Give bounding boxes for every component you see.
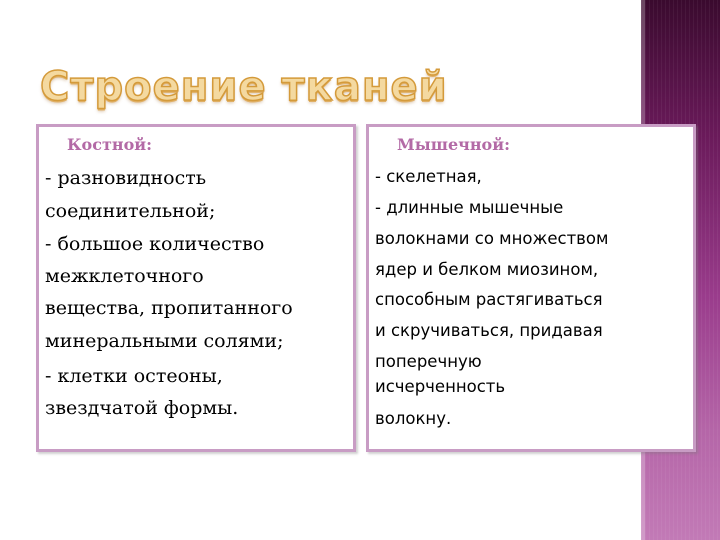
muscle-tissue-box [366,124,696,452]
muscle-line: волокнами со множеством [375,229,609,248]
bone-line: звездчатой формы. [45,397,239,419]
bone-line: минеральными солями; [45,330,284,352]
muscle-line: поперечную [375,352,482,371]
bone-tissue-heading: Костной: [67,135,153,154]
muscle-line: волокну. [375,409,452,428]
bone-line: - разновидность [45,167,207,189]
bone-tissue-box [36,124,356,452]
bone-line: межклеточного [45,265,204,287]
muscle-tissue-heading: Мышечной: [397,135,510,154]
bone-line: - большое количество [45,233,265,255]
muscle-line: - длинные мышечные [375,198,564,217]
bone-line: вещества, пропитанного [45,297,293,319]
muscle-line: способным растягиваться [375,290,603,309]
bone-line: соединительной; [45,200,216,222]
slide-title: Строение тканей [40,64,448,110]
muscle-line: и скручиваться, придавая [375,321,603,340]
muscle-line: ядер и белком миозином, [375,260,599,279]
muscle-line: исчерченность [375,377,506,396]
bone-line: - клетки остеоны, [45,365,223,387]
muscle-line: - скелетная, [375,167,482,186]
